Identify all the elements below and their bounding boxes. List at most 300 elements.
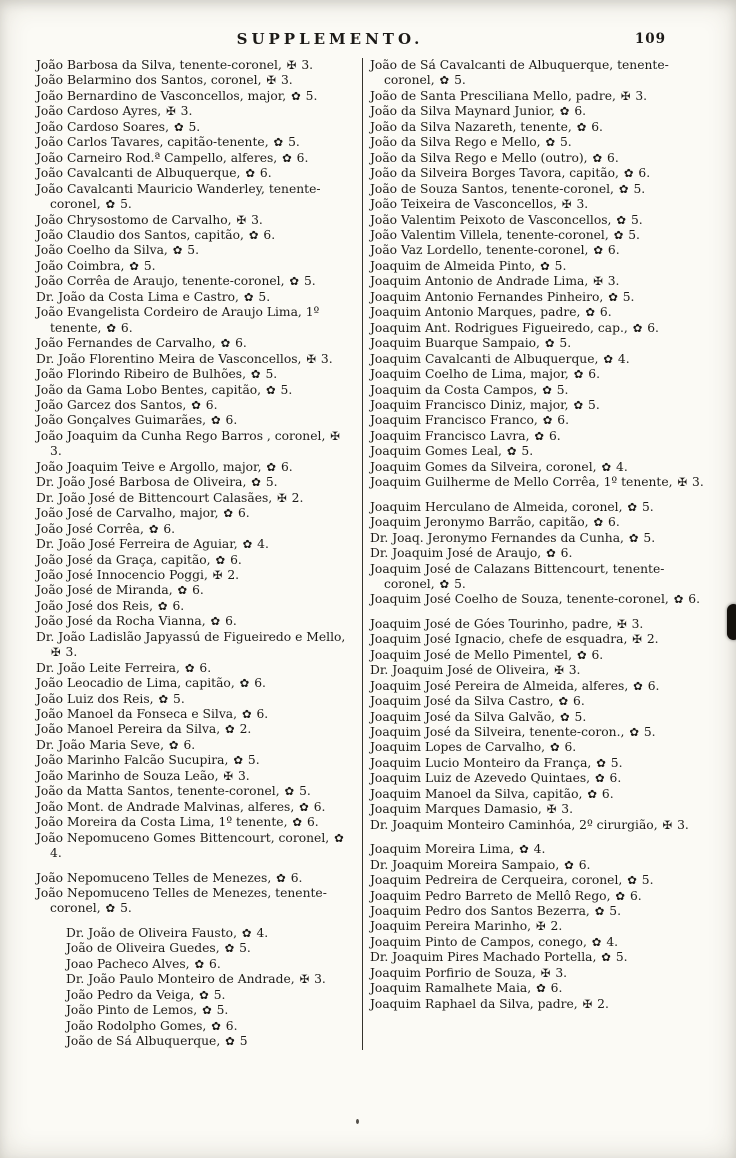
entry-number: 6. — [587, 647, 604, 662]
entry-name: Dr. João Ladislão Japyassú de Figueiredo e Mello, — [36, 629, 346, 644]
entry-name: Dr. Joaquim José de Oliveira, — [370, 663, 554, 678]
entry-number: 3. — [603, 274, 620, 289]
list-entry — [36, 537, 356, 552]
entry-name: Dr. Joaquim José de Araujo, — [370, 546, 546, 561]
entry-name: Joaquim Jeronymo Barrão, capitão, — [370, 515, 593, 530]
entry-name: Dr. João José de Bittencourt Calasães, — [36, 490, 277, 505]
list-entry — [66, 926, 356, 941]
entry-name: Joaquim Coelho de Lima, major, — [370, 367, 573, 382]
entry-number: 5. — [184, 119, 201, 134]
entry-name: Joaquim Lopes de Carvalho, — [370, 740, 549, 755]
rose-icon: ✿ — [591, 934, 602, 949]
entry-name: João Carneiro Rod.ª Campello, alferes, — [36, 150, 282, 165]
entry-name: Joaquim Gomes Leal, — [370, 444, 506, 459]
entry-name: João Valentim Villela, tenente-coronel, — [370, 227, 613, 242]
entry-name: Joaquim José de Calazans Bittencourt, tenente-coronel, — [370, 561, 665, 591]
rose-icon: ✿ — [540, 258, 550, 273]
entry-name: João Garcez dos Santos, — [36, 397, 191, 412]
entry-number: 5. — [606, 755, 623, 770]
entry-name: João Pedro da Veiga, — [66, 987, 199, 1002]
entry-number: 5. — [618, 289, 635, 304]
entry-number: 6. — [252, 707, 269, 722]
entry-number: 5 — [235, 1034, 248, 1049]
entry-name: João Fernandes de Carvalho, — [36, 336, 220, 351]
entry-name: João Marinho Falcão Sucupira, — [36, 753, 233, 768]
entry-name: João da Silveira Borges Tavora, capitão, — [370, 166, 623, 181]
rose-icon: ✿ — [519, 842, 529, 857]
list-entry — [370, 475, 706, 490]
entry-number: 5. — [627, 212, 643, 227]
entry-name: Joaquim Antonio Marques, padre, — [370, 305, 585, 320]
entry-number: 6. — [546, 981, 563, 996]
list-entry — [66, 988, 356, 1003]
entry-number: 6. — [292, 150, 309, 165]
rose-icon: ✿ — [215, 552, 226, 567]
entry-name: João Carlos Tavares, capitão-tenente, — [36, 135, 273, 150]
entry-number: 5. — [235, 941, 251, 956]
list-entry — [36, 831, 356, 862]
list-entry — [36, 274, 356, 289]
entry-name: João Coelho da Silva, — [36, 243, 172, 258]
list-entry — [36, 886, 356, 917]
rose-icon: ✿ — [242, 537, 253, 552]
entry-number: 3. — [50, 444, 62, 459]
list-entry — [370, 120, 706, 135]
entry-name: João Rodolpho Gomes, — [66, 1018, 211, 1033]
entry-name: João Leocadio de Lima, capitão, — [36, 676, 239, 691]
list-entry — [370, 290, 706, 305]
list-entry — [370, 531, 706, 546]
list-entry — [370, 818, 706, 833]
list-entry — [370, 562, 706, 593]
entry-name: João Nepomuceno Gomes Bittencourt, coronel, — [36, 830, 334, 845]
entry-number: 5. — [212, 1003, 229, 1018]
entry-number: 6. — [584, 367, 601, 382]
list-entry — [36, 352, 356, 367]
entry-name: Joaquim Marques Damasio, — [370, 802, 546, 817]
entry-name: João Cardoso Ayres, — [36, 104, 166, 119]
page-number: 109 — [634, 31, 666, 47]
entry-name: Joaquim Antonio Fernandes Pinheiro, — [370, 289, 608, 304]
entry-number: 5. — [301, 88, 318, 103]
entry-name: Dr. Joaq. Jeronymo Fernandes da Cunha, — [370, 530, 628, 545]
entry-number: 5. — [624, 227, 640, 242]
list-entry — [36, 738, 356, 753]
entry-name: Joaquim José Pereira de Almeida, alferes, — [370, 678, 633, 693]
entry-number: 6. — [560, 740, 577, 755]
list-entry — [370, 935, 706, 950]
rose-icon: ✿ — [241, 925, 252, 940]
entry-number: 3. — [557, 802, 573, 817]
rose-icon: ✿ — [233, 753, 243, 768]
list-entry — [36, 104, 356, 119]
list-entry — [370, 89, 706, 104]
entry-number: 6. — [574, 857, 591, 872]
entry-number: 6. — [643, 678, 660, 693]
list-entry — [36, 692, 356, 707]
entry-name: Joaquim José Ignacio, chefe de esquadra, — [370, 632, 632, 647]
rose-icon: ✿ — [534, 428, 545, 443]
list-entry — [370, 444, 706, 459]
list-entry — [36, 151, 356, 166]
rose-icon: ✿ — [299, 799, 309, 814]
entry-name: Joaquim Luiz de Azevedo Quintaes, — [370, 771, 594, 786]
left-column — [36, 58, 360, 1050]
entry-number: 5. — [295, 784, 311, 799]
entry-number: 5. — [611, 950, 628, 965]
cross-icon: ✠ — [540, 965, 551, 980]
list-entry — [370, 58, 706, 89]
rose-icon: ✿ — [105, 901, 116, 916]
list-entry — [36, 553, 356, 568]
entry-number: 3. — [277, 73, 293, 88]
list-entry — [36, 568, 356, 583]
list-entry — [66, 1019, 356, 1034]
rose-icon: ✿ — [225, 722, 235, 737]
list-entry — [36, 599, 356, 614]
list-entry — [370, 950, 706, 965]
entry-number: 6. — [684, 592, 700, 607]
list-entry — [370, 336, 706, 351]
entry-number: 3. — [572, 197, 589, 212]
rose-icon: ✿ — [172, 243, 183, 258]
entry-number: 5. — [169, 691, 185, 706]
right-column — [363, 58, 706, 1050]
entry-number: 5. — [552, 382, 569, 397]
entry-name: João Cavalcanti de Albuquerque, — [36, 166, 245, 181]
entry-name: João da Silva Nazareth, tenente, — [370, 119, 576, 134]
list-entry — [36, 522, 356, 537]
rose-icon: ✿ — [158, 691, 169, 706]
rose-icon: ✿ — [593, 243, 603, 258]
entry-number: 3. — [551, 965, 568, 980]
rose-icon: ✿ — [211, 1018, 221, 1033]
list-entry — [36, 661, 356, 676]
entry-name: Joaquim Francisco Lavra, — [370, 428, 534, 443]
list-entry — [370, 648, 706, 663]
entry-name: Dr. João Paulo Monteiro de Andrade, — [66, 972, 299, 987]
list-entry — [370, 515, 706, 530]
list-entry — [36, 707, 356, 722]
entry-name: Joaquim José da Silva Galvão, — [370, 709, 559, 724]
list-entry — [66, 1034, 356, 1049]
list-entry — [370, 197, 706, 212]
rose-icon: ✿ — [157, 598, 168, 613]
entry-number: 2. — [235, 722, 252, 737]
ink-smudge — [727, 604, 736, 640]
entry-number: 6. — [553, 413, 570, 428]
entry-number: 3. — [317, 351, 333, 366]
list-entry — [36, 120, 356, 135]
entry-name: Dr. João da Costa Lima e Castro, — [36, 289, 243, 304]
cross-icon: ✠ — [593, 274, 603, 289]
entry-name: João Teixeira de Vasconcellos, — [370, 197, 561, 212]
entry-number: 6. — [226, 552, 242, 567]
entry-number: 6. — [188, 583, 204, 598]
cross-icon: ✠ — [677, 475, 688, 490]
list-entry — [370, 771, 706, 786]
rose-icon: ✿ — [629, 725, 639, 740]
rose-icon: ✿ — [439, 73, 450, 88]
list-entry — [370, 460, 706, 475]
list-entry — [66, 957, 356, 972]
entry-name: Joaquim Lucio Monteiro da França, — [370, 755, 596, 770]
entry-name: João de Sá Cavalcanti de Albuquerque, tenente-coronel, — [370, 58, 669, 88]
entry-number: 3. — [310, 972, 326, 987]
entry-name: Joaquim de Almeida Pinto, — [370, 258, 540, 273]
rose-icon: ✿ — [199, 987, 209, 1002]
entry-name: Joaquim Raphael da Silva, padre, — [370, 996, 582, 1011]
entry-number: 4. — [50, 846, 62, 861]
rose-icon: ✿ — [573, 397, 584, 412]
cross-icon: ✠ — [51, 645, 61, 660]
entry-number: 5. — [570, 709, 587, 724]
entry-name: João Claudio dos Santos, capitão, — [36, 227, 248, 242]
rose-icon: ✿ — [289, 274, 300, 289]
cross-icon: ✠ — [554, 663, 564, 678]
list-entry — [370, 919, 706, 934]
list-entry — [36, 722, 356, 737]
entry-number: 3. — [297, 58, 314, 72]
entry-number: 5. — [254, 289, 271, 304]
list-entry — [66, 972, 356, 987]
entry-number: 5. — [300, 274, 316, 289]
entry-number: 5. — [450, 73, 466, 88]
rose-icon: ✿ — [129, 258, 139, 273]
page-header — [0, 0, 736, 52]
list-entry — [36, 290, 356, 305]
entry-number: 6. — [250, 676, 266, 691]
rose-icon: ✿ — [173, 119, 184, 134]
entry-number: 6. — [556, 546, 573, 561]
entry-name: Joaquim José de Góes Tourinho, padre, — [370, 616, 617, 631]
entry-name: João José dos Reis, — [36, 598, 157, 613]
entry-number: 5. — [550, 258, 567, 273]
entry-name: João Moreira da Costa Lima, 1º tenente, — [36, 815, 292, 830]
rose-icon: ✿ — [184, 660, 195, 675]
entry-number: 5. — [584, 397, 600, 412]
rose-icon: ✿ — [601, 459, 612, 474]
rose-icon: ✿ — [439, 576, 450, 591]
list-entry — [36, 753, 356, 768]
rose-icon: ✿ — [559, 709, 570, 724]
rose-icon: ✿ — [334, 830, 344, 845]
entry-number: 5. — [638, 499, 654, 514]
list-entry — [370, 367, 706, 382]
entry-name: João José da Rocha Vianna, — [36, 614, 210, 629]
cross-icon: ✠ — [166, 104, 176, 119]
entry-name: Dr. João Leite Ferreira, — [36, 660, 184, 675]
rose-icon: ✿ — [225, 1034, 235, 1049]
page-title: SUPPLEMENTO. — [236, 30, 424, 48]
entry-name: João de Santa Presciliana Mello, padre, — [370, 88, 620, 103]
cross-icon: ✠ — [299, 972, 310, 987]
entry-number: 5. — [450, 576, 466, 591]
entry-number: 5. — [276, 382, 293, 397]
entry-name: Joaquim Pedreira de Cerqueira, coronel, — [370, 873, 627, 888]
entry-number: 5. — [284, 135, 300, 150]
list-entry — [36, 383, 356, 398]
rose-icon: ✿ — [601, 950, 611, 965]
cross-icon: ✠ — [286, 58, 297, 72]
entry-name: Dr. Joaquim Pires Machado Portella, — [370, 950, 601, 965]
rose-icon: ✿ — [616, 212, 627, 227]
cross-icon: ✠ — [546, 802, 557, 817]
rose-icon: ✿ — [251, 475, 261, 490]
entry-number: 4. — [529, 842, 546, 857]
entry-number: 3. — [247, 212, 263, 227]
list-entry — [370, 429, 706, 444]
rose-icon: ✿ — [628, 530, 639, 545]
list-entry — [36, 429, 356, 460]
list-entry — [370, 305, 706, 320]
entry-number: 6. — [569, 694, 585, 709]
rose-icon: ✿ — [673, 592, 684, 607]
entry-number: 3. — [673, 817, 689, 832]
entry-number: 2. — [546, 919, 563, 934]
entry-name: Joaquim Buarque Sampaio, — [370, 336, 544, 351]
rose-icon: ✿ — [191, 397, 201, 412]
list-entry — [370, 889, 706, 904]
entry-name: João da Silva Rego e Mello (outro), — [370, 150, 592, 165]
list-entry — [370, 151, 706, 166]
rose-icon: ✿ — [245, 166, 255, 181]
entry-number: 6. — [259, 227, 276, 242]
list-entry — [370, 981, 706, 996]
list-entry — [370, 274, 706, 289]
entry-name: João Gonçalves Guimarães, — [36, 413, 210, 428]
rose-icon: ✿ — [248, 227, 259, 242]
list-entry — [370, 259, 706, 274]
entry-number: 6. — [587, 119, 603, 134]
entry-number: 6. — [201, 397, 218, 412]
entry-number: 3. — [61, 645, 78, 660]
rose-icon: ✿ — [542, 382, 552, 397]
entry-number: 5. — [116, 197, 132, 212]
list-entry — [370, 243, 706, 258]
entry-name: Dr. João José Ferreira de Aguiar, — [36, 537, 242, 552]
list-entry — [370, 756, 706, 771]
list-entry — [36, 506, 356, 521]
list-entry — [66, 941, 356, 956]
list-entry — [370, 413, 706, 428]
entry-number: 6. — [277, 459, 293, 474]
list-entry — [370, 694, 706, 709]
entry-name: Joaquim Francisco Franco, — [370, 413, 542, 428]
list-entry — [370, 873, 706, 888]
entry-name: João Nepomuceno Telles de Menezes, — [36, 870, 276, 885]
entry-name: João José Innocencio Poggi, — [36, 567, 212, 582]
rose-icon: ✿ — [618, 181, 629, 196]
entry-number: 6. — [221, 1018, 238, 1033]
rose-icon: ✿ — [266, 459, 277, 474]
list-entry — [36, 815, 356, 830]
entry-name: Joaquim Pedro dos Santos Bezerra, — [370, 904, 594, 919]
rose-icon: ✿ — [276, 870, 286, 885]
entry-number: 6. — [286, 870, 303, 885]
rose-icon: ✿ — [273, 135, 284, 150]
rose-icon: ✿ — [177, 583, 188, 598]
rose-icon: ✿ — [585, 305, 595, 320]
list-entry — [36, 784, 356, 799]
entry-name: João Evangelista Cordeiro de Araujo Lima, 1º tenente, — [36, 305, 320, 335]
entry-number: 6. — [256, 166, 272, 181]
rose-icon: ✿ — [239, 676, 250, 691]
rose-icon: ✿ — [608, 289, 618, 304]
entry-name: Dr. João Maria Seve, — [36, 737, 168, 752]
cross-icon: ✠ — [662, 817, 673, 832]
list-entry — [370, 904, 706, 919]
entry-name: Joaquim Moreira Lima, — [370, 842, 519, 857]
entry-name: João José de Carvalho, major, — [36, 506, 223, 521]
rose-icon: ✿ — [627, 873, 637, 888]
entry-name: Joaquim Pinto de Campos, conego, — [370, 934, 591, 949]
entry-name: Joao Pacheco Alves, — [66, 956, 194, 971]
list-entry — [370, 352, 706, 367]
entry-number: 6. — [303, 815, 319, 830]
list-entry — [36, 166, 356, 181]
rose-icon: ✿ — [220, 336, 231, 351]
rose-icon: ✿ — [576, 119, 587, 134]
entry-number: 5. — [605, 904, 622, 919]
entry-name: Dr. Joaquim Moreira Sampaio, — [370, 857, 564, 872]
rose-icon: ✿ — [545, 135, 556, 150]
entry-name: Joaquim Ant. Rodrigues Figueiredo, cap., — [370, 320, 632, 335]
entry-number: 3. — [234, 768, 250, 783]
list-entry — [370, 632, 706, 647]
list-entry — [370, 182, 706, 197]
entry-name: João Pinto de Lemos, — [66, 1003, 202, 1018]
list-entry — [370, 213, 706, 228]
cross-icon: ✠ — [620, 88, 631, 103]
entry-number: 5. — [556, 135, 572, 150]
list-entry — [370, 725, 706, 740]
list-entry — [36, 398, 356, 413]
entry-number: 6. — [634, 166, 651, 181]
entry-number: 5. — [261, 475, 278, 490]
rose-icon: ✿ — [633, 678, 643, 693]
list-entry — [370, 228, 706, 243]
rose-icon: ✿ — [595, 771, 605, 786]
entry-number: 6. — [597, 786, 614, 801]
entry-number: 6. — [570, 104, 587, 119]
entry-name: Joaquim José Coelho de Souza, tenente-coronel, — [370, 592, 673, 607]
rose-icon: ✿ — [576, 647, 587, 662]
list-entry — [36, 475, 356, 490]
list-entry — [370, 500, 706, 515]
cross-icon: ✠ — [561, 197, 572, 212]
entry-name: João Coimbra, — [36, 258, 129, 273]
entry-number: 4. — [602, 934, 619, 949]
entry-name: Joaquim José de Mello Pimentel, — [370, 647, 576, 662]
entry-name: João Belarmino dos Santos, coronel, — [36, 73, 266, 88]
list-entry — [370, 383, 706, 398]
entry-number: 6. — [195, 660, 212, 675]
entry-number: 2. — [593, 996, 609, 1011]
list-entry — [66, 1003, 356, 1018]
rose-icon: ✿ — [573, 367, 584, 382]
list-entry — [36, 614, 356, 629]
cross-icon: ✠ — [535, 919, 546, 934]
entry-number: 6. — [595, 305, 612, 320]
entry-number: 5. — [261, 367, 278, 382]
rose-icon: ✿ — [587, 786, 597, 801]
rose-icon: ✿ — [558, 694, 569, 709]
two-column-list — [0, 52, 736, 1050]
rose-icon: ✿ — [613, 227, 624, 242]
list-entry — [370, 104, 706, 119]
entry-number: 4. — [253, 537, 269, 552]
